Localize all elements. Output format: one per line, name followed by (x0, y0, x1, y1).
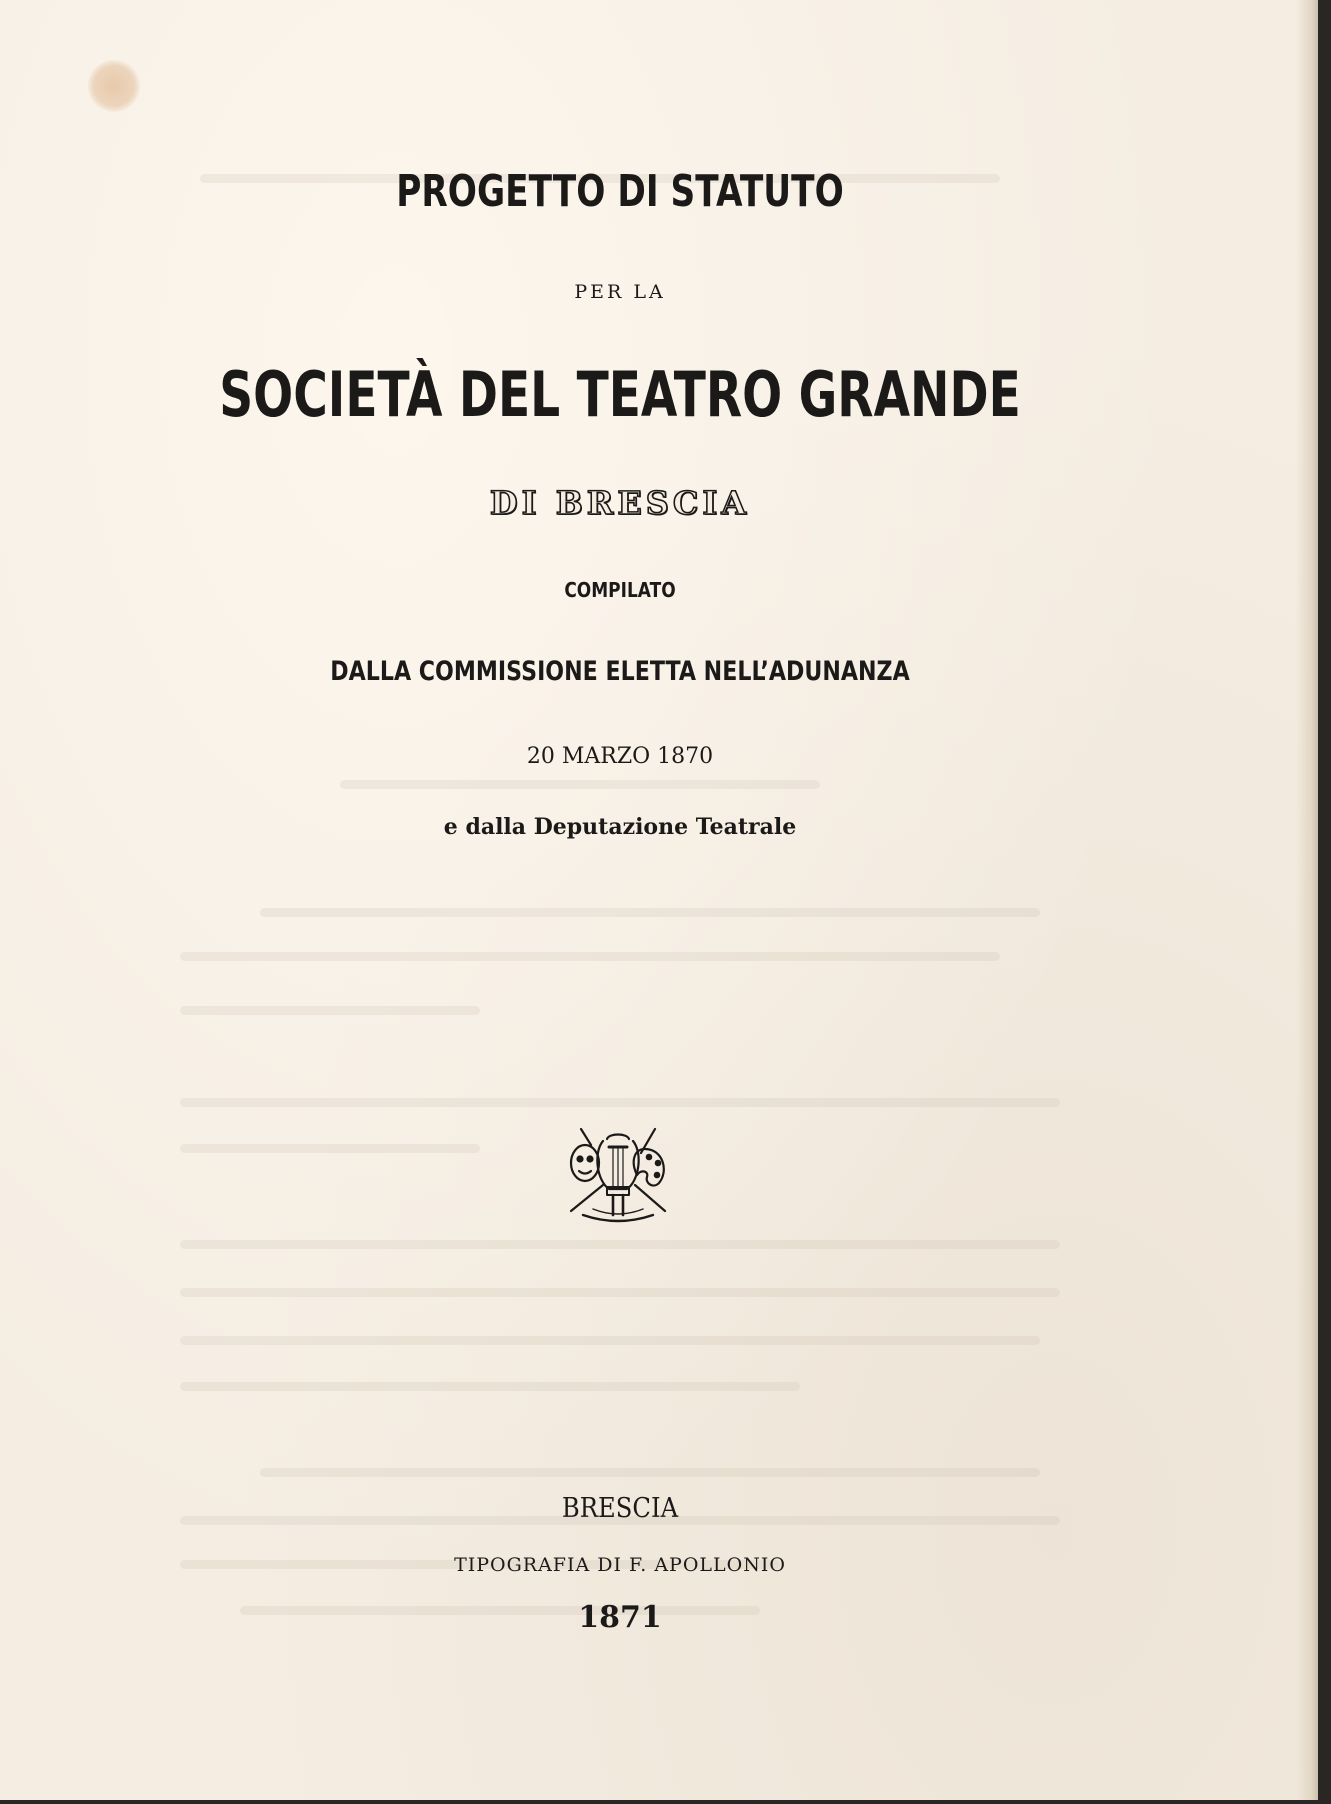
subtitle-per-la: PER LA (574, 281, 666, 303)
society-name: SOCIETÀ DEL TEATRO GRANDE (219, 358, 1021, 431)
lyre-and-palette-emblem-icon (563, 1123, 673, 1225)
imprint-city: BRESCIA (561, 1493, 679, 1524)
imprint-year: 1871 (578, 1600, 662, 1635)
document-title: PROGETTO DI STATUTO (396, 166, 844, 217)
meeting-date: 20 MARZO 1870 (526, 744, 714, 769)
page-edge (1296, 0, 1318, 1800)
deputation-line: e dalla Deputazione Teatrale (443, 814, 797, 840)
imprint-printer: TIPOGRAFIA DI F. APOLLONIO (454, 1554, 786, 1576)
commission-line: DALLA COMMISSIONE ELETTA NELL’ADUNANZA (330, 656, 910, 687)
paper-stain (88, 60, 140, 112)
show-through-text (180, 0, 1080, 1800)
city-ornamental-heading: DI BRESCIA (489, 484, 751, 522)
compiled-label: COMPILATO (564, 578, 676, 602)
